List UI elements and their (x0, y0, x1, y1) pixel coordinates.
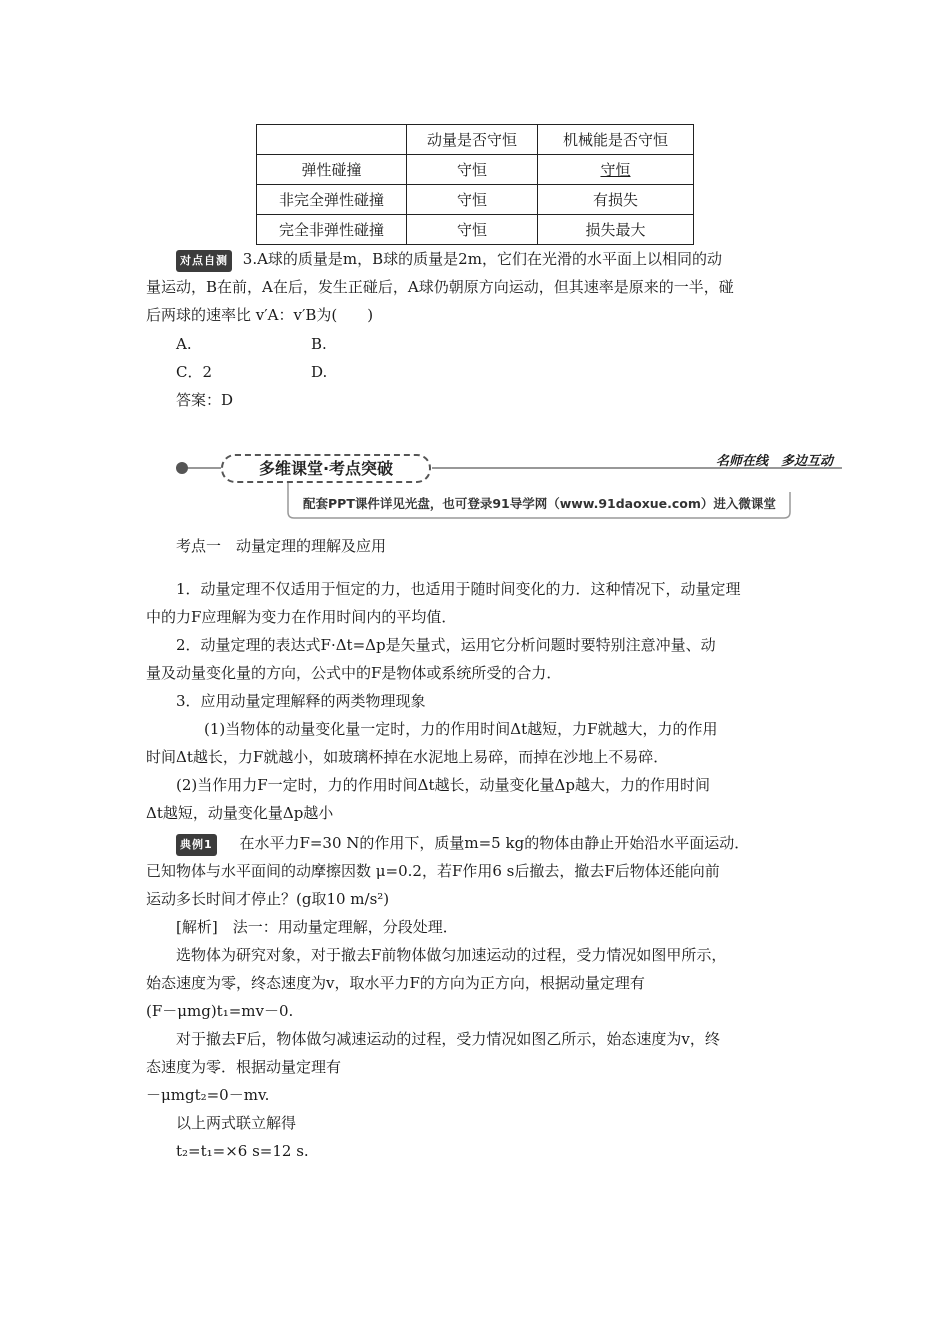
option-a: A. (176, 335, 192, 353)
bullet-icon (176, 462, 188, 474)
table-cell: 非完全弹性碰撞 (257, 185, 407, 215)
question-text-line-3: 后两球的速率比 v′A：v′B为( ) (146, 306, 374, 324)
table-cell-text: 守恒 (600, 161, 631, 179)
equation: －μmgt₂=0－mv. (146, 1086, 270, 1104)
paragraph: Δt越短，动量变化量Δp越小 (146, 804, 334, 822)
table-cell (538, 155, 694, 185)
paragraph: 中的力F应理解为变力在作用时间内的平均值． (146, 608, 457, 626)
paragraph: 量及动量变化量的方向，公式中的F是物体或系统所受的合力． (146, 664, 562, 682)
table-cell: 守恒 (407, 155, 538, 185)
table-cell: 有损失 (538, 185, 694, 215)
table-header-cell (257, 125, 407, 155)
paragraph: (2)当作用力F一定时，力的作用时间Δt越长，动量变化量Δp越大，力的作用时间 (176, 776, 710, 794)
self-test-line-1 (176, 249, 722, 272)
option-b: B. (311, 335, 327, 353)
solution-text: 态速度为零．根据动量定理有 (146, 1058, 342, 1076)
table-header-cell: 动量是否守恒 (407, 125, 538, 155)
answer: 答案：D (176, 391, 234, 409)
table-cell: 守恒 (407, 215, 538, 245)
example-line-1 (176, 833, 749, 856)
self-test-tag: 对点自测 (176, 250, 232, 272)
section-banner-title: 多维课堂·考点突破 (221, 454, 431, 483)
table-cell: 完全非弹性碰撞 (257, 215, 407, 245)
table-cell: 守恒 (407, 185, 538, 215)
solution-text: 以上两式联立解得 (176, 1114, 297, 1132)
example-tag: 典例1 (176, 834, 217, 856)
banner-right-text: 名师在线 多边互动 (716, 454, 834, 469)
paragraph: 2．动量定理的表达式F·Δt=Δp是矢量式，运用它分析问题时要特别注意冲量、动 (176, 636, 716, 654)
question-text-line-2: 量运动，B在前，A在后，发生正碰后，A球仍朝原方向运动，但其速率是原来的一半，碰 (146, 278, 734, 296)
question-number: 3. (242, 250, 258, 268)
paragraph: (1)当物体的动量变化量一定时，力的作用时间Δt越短，力F就越大，力的作用 (204, 720, 718, 738)
paragraph: 3．应用动量定理解释的两类物理现象 (176, 692, 426, 710)
question-text: A球的质量是m，B球的质量是2m，它们在光滑的水平面上以相同的动 (257, 250, 722, 268)
solution-text: 选物体为研究对象，对于撤去F前物体做匀加速运动的过程，受力情况如图甲所示， (176, 946, 727, 964)
table-cell: 弹性碰撞 (257, 155, 407, 185)
example-text: 已知物体与水平面间的动摩擦因数 μ=0.2，若F作用6 s后撤去，撤去F后物体还能向前 (146, 862, 720, 880)
table-cell: 损失最大 (538, 215, 694, 245)
table-row (257, 215, 694, 245)
equation: t₂=t₁=×6 s=12 s. (176, 1142, 309, 1160)
solution-text: 对于撤去F后，物体做匀减速运动的过程，受力情况如图乙所示，始态速度为v，终 (176, 1030, 720, 1048)
comparison-table (256, 124, 694, 245)
table-row (257, 185, 694, 215)
example-text: 在水平力F=30 N的作用下，质量m=5 kg的物体由静止开始沿水平面运动． (239, 834, 750, 852)
solution-text: [解析] 法一：用动量定理解，分段处理． (176, 918, 458, 936)
table-row (257, 155, 694, 185)
section-heading: 考点一 动量定理的理解及应用 (176, 537, 387, 555)
example-text: 运动多长时间才停止？(g取10 m/s²) (146, 890, 390, 908)
option-c: C．2 (176, 363, 213, 381)
table-header-row (257, 125, 694, 155)
solution-text: 始态速度为零，终态速度为v，取水平力F的方向为正方向，根据动量定理有 (146, 974, 645, 992)
equation: (F－μmg)t₁=mv－0. (146, 1002, 294, 1020)
table-header-cell: 机械能是否守恒 (538, 125, 694, 155)
banner-subtext: 配套PPT课件详见光盘，也可登录91导学网（www.91daoxue.com）进入微课堂 (303, 496, 776, 511)
option-d: D. (311, 363, 328, 381)
paragraph: 时间Δt越长，力F就越小，如玻璃杯掉在水泥地上易碎，而掉在沙地上不易碎． (146, 748, 669, 766)
paragraph: 1．动量定理不仅适用于恒定的力，也适用于随时间变化的力．这种情况下，动量定理 (176, 580, 741, 598)
